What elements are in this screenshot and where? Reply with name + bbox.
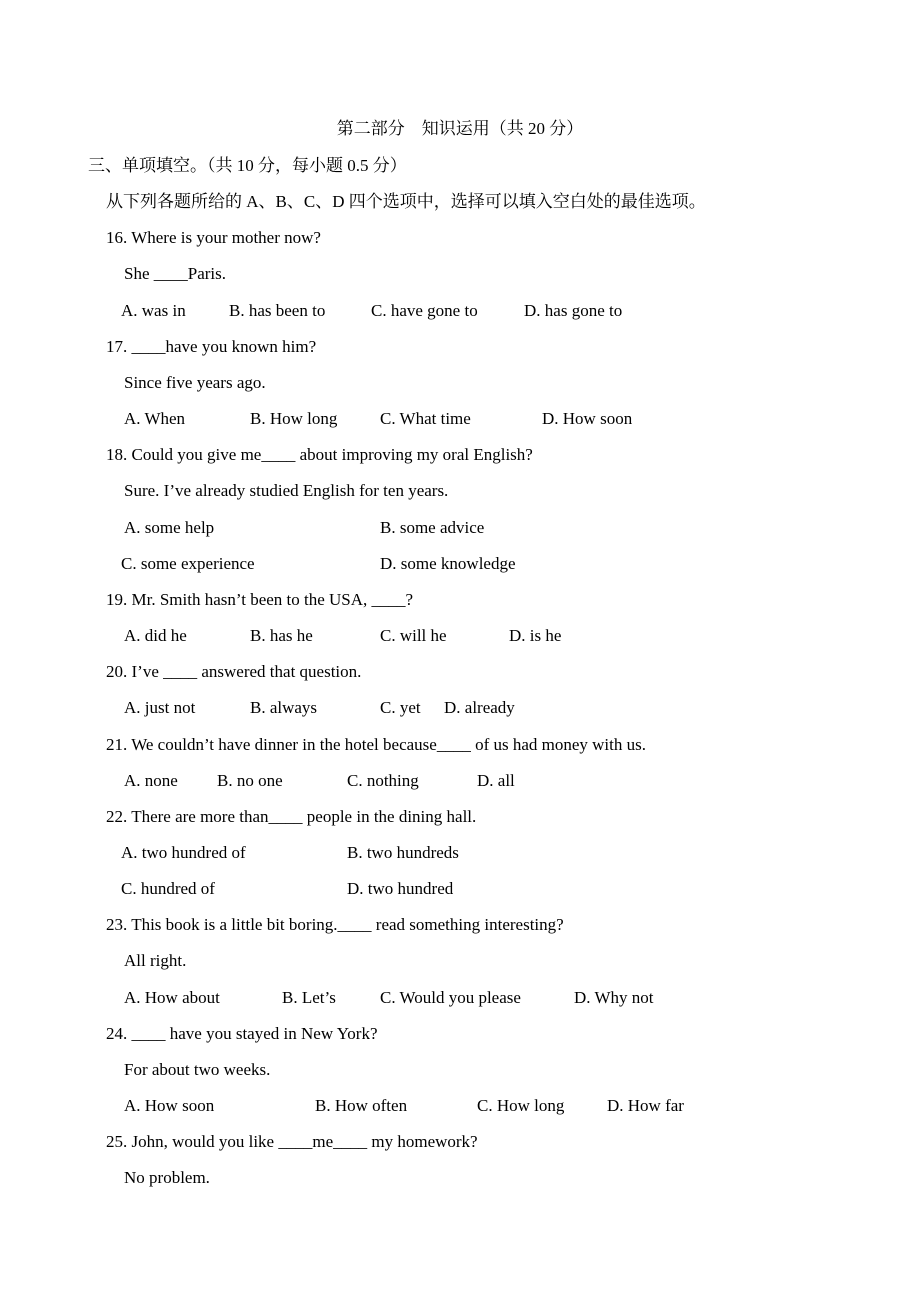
question-reply: Since five years ago. (124, 373, 266, 392)
question-reply: All right. (124, 951, 187, 970)
option-d: D. has gone to (524, 301, 623, 320)
option-b: B. has he (250, 626, 313, 645)
option-a: A. was in (121, 301, 186, 320)
option-a: A. two hundred of (121, 843, 246, 862)
question-stem: 23. This book is a little bit boring.____ read something interesting? (106, 915, 564, 934)
option-d: D. is he (509, 626, 562, 645)
option-c: C. have gone to (371, 301, 478, 320)
question-reply: Sure. I’ve already studied English for ten years. (124, 481, 449, 500)
option-c: C. How long (477, 1096, 565, 1115)
option-a: A. did he (124, 626, 187, 645)
option-c: C. Would you please (380, 988, 521, 1007)
option-d: D. all (477, 771, 515, 790)
option-c: C. yet (380, 698, 421, 717)
question-reply: For about two weeks. (124, 1060, 271, 1079)
option-d: D. two hundred (347, 879, 454, 898)
option-a: A. How about (124, 988, 220, 1007)
option-c: C. What time (380, 409, 471, 428)
question-stem: 16. Where is your mother now? (106, 228, 321, 247)
option-b: B. two hundreds (347, 843, 459, 862)
section-heading: 三、单项填空。（共 10 分，每小题 0.5 分） (88, 156, 407, 175)
option-c: C. hundred of (121, 879, 215, 898)
option-a: A. none (124, 771, 178, 790)
question-stem: 20. I’ve ____ answered that question. (106, 662, 362, 681)
option-c: C. nothing (347, 771, 419, 790)
option-b: B. How long (250, 409, 338, 428)
option-d: D. some knowledge (380, 554, 516, 573)
question-stem: 24. ____ have you stayed in New York? (106, 1024, 378, 1043)
option-b: B. no one (217, 771, 283, 790)
question-reply: She ____Paris. (124, 264, 226, 283)
option-c: C. some experience (121, 554, 255, 573)
question-stem: 17. ____have you known him? (106, 337, 317, 356)
option-d: D. already (444, 698, 515, 717)
question-stem: 18. Could you give me____ about improving my oral English? (106, 445, 533, 464)
option-d: D. How soon (542, 409, 633, 428)
question-stem: 25. John, would you like ____me____ my homework? (106, 1132, 478, 1151)
option-b: B. always (250, 698, 318, 717)
option-b: B. has been to (229, 301, 326, 320)
option-c: C. will he (380, 626, 447, 645)
option-a: A. How soon (124, 1096, 215, 1115)
option-b: B. some advice (380, 518, 485, 537)
option-a: A. just not (124, 698, 196, 717)
option-d: D. How far (607, 1096, 684, 1115)
question-stem: 22. There are more than____ people in the dining hall. (106, 807, 477, 826)
option-a: A. When (124, 409, 186, 428)
question-stem: 21. We couldn’t have dinner in the hotel because____ of us had money with us. (106, 735, 646, 754)
option-b: B. How often (315, 1096, 408, 1115)
option-a: A. some help (124, 518, 215, 537)
part-title: 第二部分 知识运用（共 20 分） (336, 119, 584, 138)
question-stem: 19. Mr. Smith hasn’t been to the USA, ____? (106, 590, 414, 609)
option-d: D. Why not (574, 988, 654, 1007)
section-instruction: 从下列各题所给的 A、B、C、D 四个选项中，选择可以填入空白处的最佳选项。 (106, 192, 706, 211)
option-b: B. Let’s (282, 988, 336, 1007)
question-reply: No problem. (124, 1168, 210, 1187)
